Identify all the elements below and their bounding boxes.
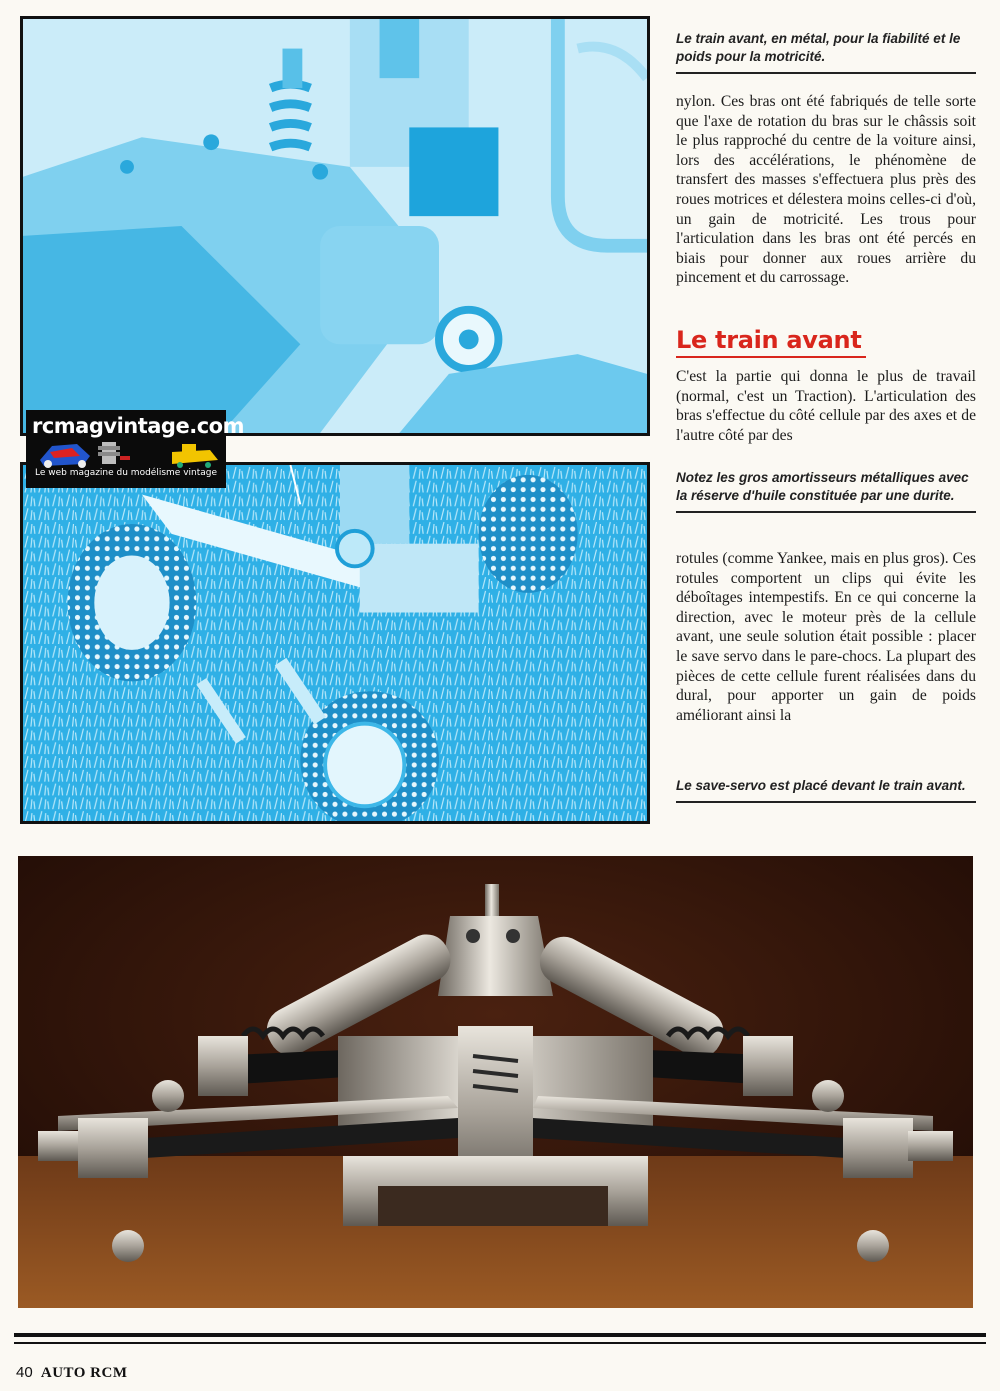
page-number: 40 — [16, 1364, 33, 1381]
magazine-name: AUTO RCM — [40, 1365, 128, 1381]
caption-bottom: Le save-servo est placé devant le train avant. — [676, 777, 976, 803]
section-heading-train-avant: Le train avant — [676, 322, 866, 358]
footer-rule-thin — [14, 1342, 986, 1344]
caption-top: Le train avant, en métal, pour la fiabilité et le poids pour la motricité. — [676, 30, 976, 74]
photo-front-axle-assembly — [18, 856, 973, 1308]
article-paragraph-2: C'est la partie qui donna le plus de travail (normal, c'est un Traction). L'articulation des bras s'effectue du côté cellule par des axes et de l'autre côté par des — [676, 368, 976, 444]
vintage-cars-icon — [32, 438, 220, 468]
article-paragraph-1: nylon. Ces bras ont été fabriqués de telle sorte que l'axe de rotation du bras sur le châssis soit le plus rapproché du centre de la voiture ainsi, lors des accélérations, le phénomène de transfert des masses s'effectuera plus près des roues motrices et délestera moins celles-ci d'où, un gain de motricité. Les trous pour l'articulation dans les bras ont été percés en biais pour donner aux roues arrière du pincement et du carrossage. — [676, 93, 976, 287]
footer-rule-thick — [14, 1333, 986, 1337]
page-footer — [16, 1364, 128, 1382]
photo-car-on-grass — [20, 462, 650, 824]
rcmagvintage-watermark — [26, 410, 244, 488]
article-paragraph-3: rotules (comme Yankee, mais en plus gros). Ces rotules comportent un clips qui évite les déboîtages intempestifs. En ce qui concerne la direction, avec le moteur près de la cellule avant, une seule solution était possible : placer le save servo dans le pare-chocs. La plupart des pièces de cette cellule furent réalisées dans du dural, pour apporter un gain de poids améliorant ainsi la — [676, 550, 976, 724]
watermark-site-name: rcmagvintage.com — [32, 414, 244, 438]
photo-front-suspension-closeup — [20, 16, 650, 436]
watermark-tagline: Le web magazine du modélisme vintage — [34, 468, 218, 478]
caption-middle: Notez les gros amortisseurs métalliques avec la réserve d'huile constituée par une durite. — [676, 469, 976, 513]
watermark-logo-icons — [32, 438, 220, 468]
